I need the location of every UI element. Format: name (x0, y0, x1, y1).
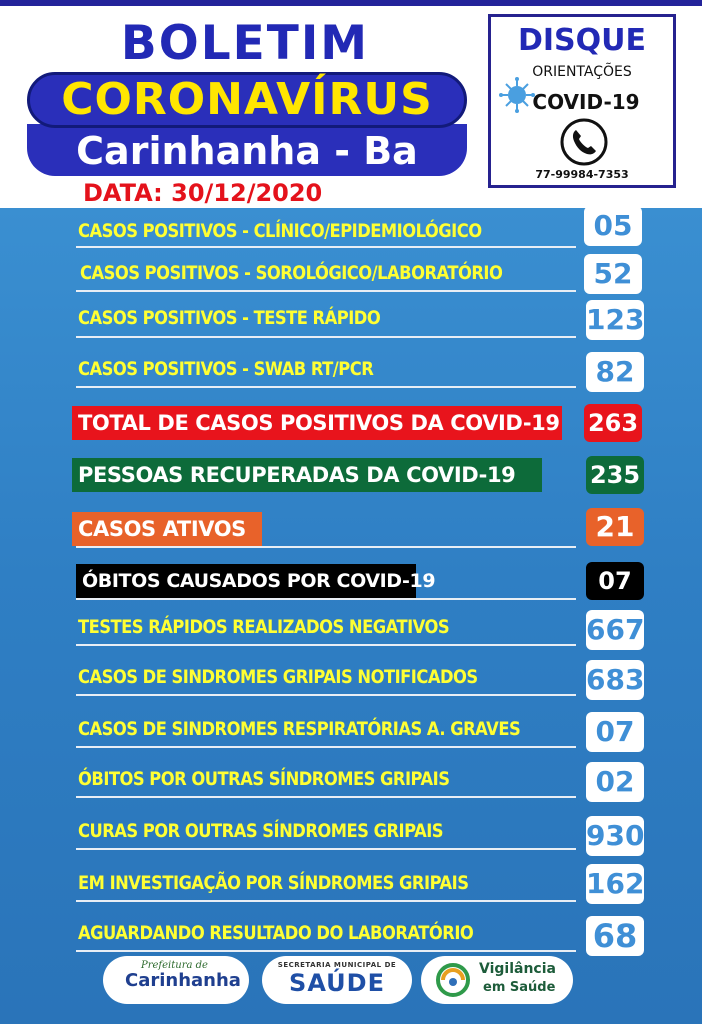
row-value-respiratorias-graves: 07 (586, 712, 644, 752)
hotline-phone: 77-99984-7353 (535, 168, 629, 181)
row-label-sorologico: CASOS POSITIVOS - SOROLÓGICO/LABORATÓRIO (80, 262, 503, 284)
vigilancia-logo (421, 956, 573, 1004)
row-value-clinico: 05 (584, 206, 642, 246)
date-value: 30/12/2020 (171, 179, 323, 207)
row-label-swab: CASOS POSITIVOS - SWAB RT/PCR (78, 358, 374, 380)
row-underline (76, 546, 576, 548)
hotline-title: DISQUE (517, 23, 647, 58)
row-value-curas-outras: 930 (586, 816, 644, 856)
top-border (0, 0, 702, 6)
secretaria-saude-logo (262, 956, 412, 1004)
row-value-sindromes-notificados: 683 (586, 660, 644, 700)
title-coronavirus: CORONAVÍRUS (27, 72, 467, 128)
row-underline (76, 644, 576, 646)
title-boletim: BOLETIM (120, 16, 370, 71)
row-label-recovered: PESSOAS RECUPERADAS DA COVID-19 (72, 458, 542, 492)
row-value-aguardando: 68 (586, 916, 644, 956)
row-underline (76, 290, 576, 292)
report-date (83, 178, 322, 208)
row-label-testes-negativos: TESTES RÁPIDOS REALIZADOS NEGATIVOS (78, 616, 450, 638)
row-value-total: 263 (584, 404, 642, 442)
row-label-aguardando: AGUARDANDO RESULTADO DO LABORATÓRIO (78, 922, 474, 944)
row-label-respiratorias-graves: CASOS DE SINDROMES RESPIRATÓRIAS A. GRAVES (78, 718, 521, 740)
row-underline (76, 336, 576, 338)
row-underline (76, 694, 576, 696)
hotline-covid: COVID-19 (532, 90, 640, 114)
row-label-total: TOTAL DE CASOS POSITIVOS DA COVID-19 (72, 406, 562, 440)
row-value-deaths: 07 (586, 562, 644, 600)
row-underline (76, 246, 576, 248)
row-underline (76, 796, 576, 798)
row-label-clinico: CASOS POSITIVOS - CLÍNICO/EPIDEMIOLÓGICO (78, 220, 482, 242)
row-label-em-investigacao: EM INVESTIGAÇÃO POR SÍNDROMES GRIPAIS (78, 872, 469, 894)
row-underline (76, 900, 576, 902)
row-value-obitos-outras: 02 (586, 762, 644, 802)
title-city: Carinhanha - Ba (76, 129, 418, 173)
row-value-testes-negativos: 667 (586, 610, 644, 650)
phone-icon (559, 117, 609, 167)
row-value-sorologico: 52 (584, 254, 642, 294)
row-underline (76, 950, 576, 952)
row-label-sindromes-notificados: CASOS DE SINDROMES GRIPAIS NOTIFICADOS (78, 666, 478, 688)
date-label: DATA: (83, 179, 163, 207)
row-label-teste-rapido: CASOS POSITIVOS - TESTE RÁPIDO (78, 307, 381, 329)
row-label-active: CASOS ATIVOS (72, 512, 262, 546)
prefeitura-logo-top: Prefeitura de (141, 960, 208, 971)
row-underline (76, 848, 576, 850)
row-label-curas-outras: CURAS POR OUTRAS SÍNDROMES GRIPAIS (78, 820, 444, 842)
row-underline (76, 746, 576, 748)
row-value-recovered: 235 (586, 456, 644, 494)
row-value-swab: 82 (586, 352, 644, 392)
title-city-banner (27, 124, 467, 176)
row-underline (76, 386, 576, 388)
row-value-teste-rapido: 123 (586, 300, 644, 340)
vigilancia-logo-line2: em Saúde (483, 980, 556, 995)
row-value-active: 21 (586, 508, 644, 546)
vigilancia-emblem-icon (435, 962, 471, 998)
row-underline (76, 598, 576, 600)
vigilancia-logo-line1: Vigilância (479, 961, 556, 977)
hotline-subtitle: ORIENTAÇÕES (532, 64, 632, 80)
row-label-obitos-outras: ÓBITOS POR OUTRAS SÍNDROMES GRIPAIS (78, 768, 450, 790)
secretaria-logo-name: SAÚDE (289, 969, 385, 997)
row-value-em-investigacao: 162 (586, 864, 644, 904)
prefeitura-logo-name: Carinhanha (125, 970, 241, 991)
prefeitura-logo (103, 956, 249, 1004)
hotline-box (488, 14, 676, 188)
secretaria-logo-top: SECRETARIA MUNICIPAL DE (277, 961, 397, 969)
row-label-deaths: ÓBITOS CAUSADOS POR COVID-19 (76, 564, 416, 598)
